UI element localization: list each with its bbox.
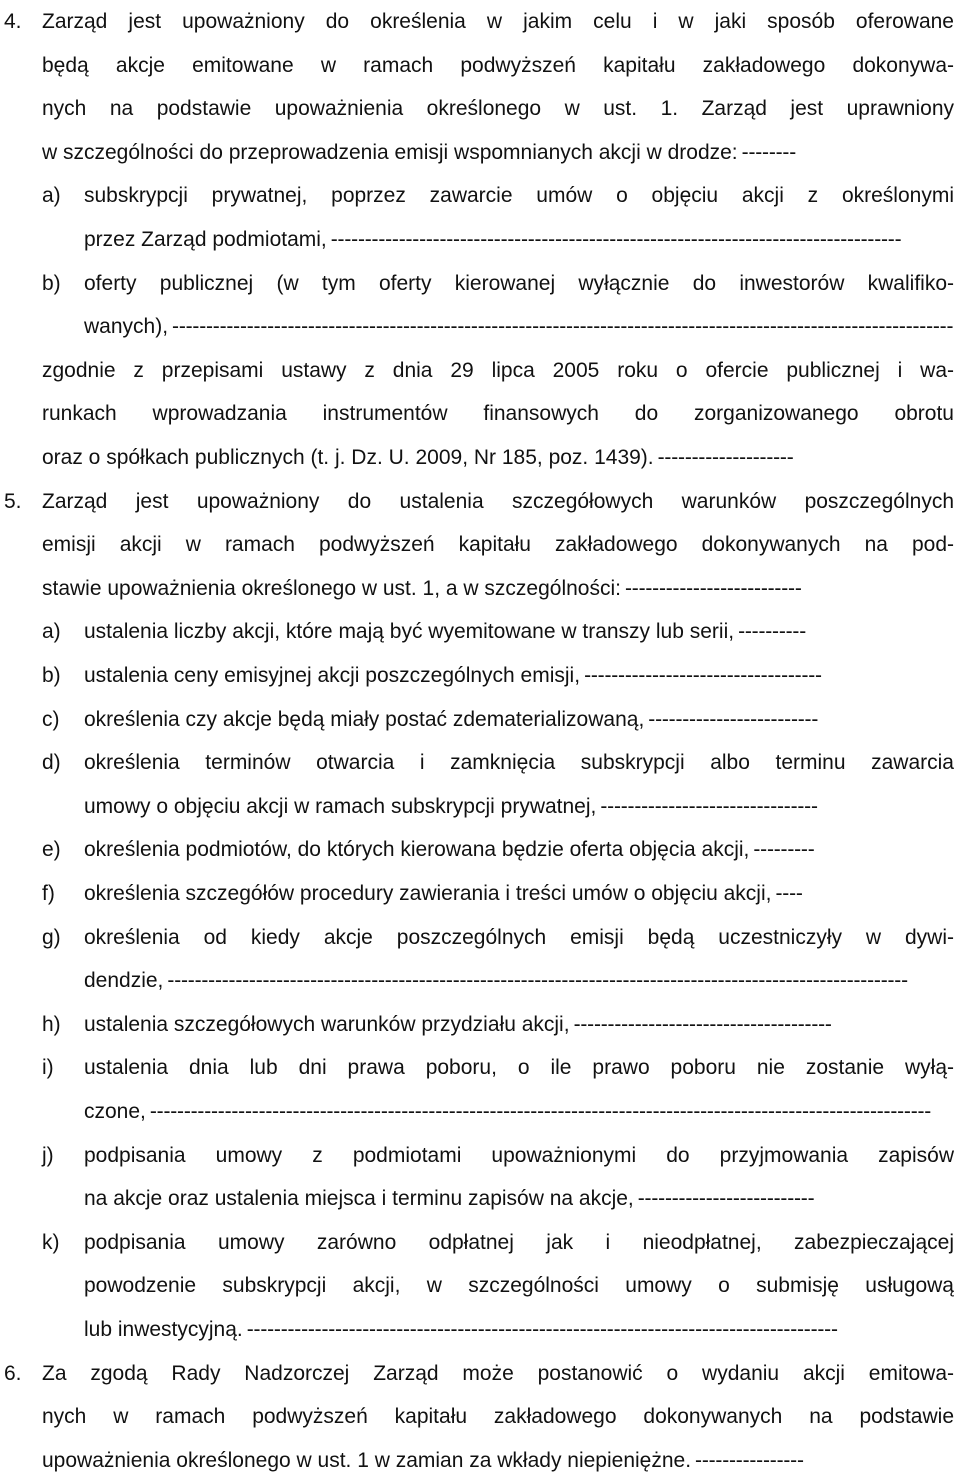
text-line bbox=[42, 131, 954, 175]
line-text: określenia podmiotów, do których kierowana będzie oferta objęcia akcji, bbox=[84, 838, 750, 862]
text-line bbox=[84, 872, 954, 916]
line-text: stawie upoważnienia określonego w ust. 1, a w szczególności: bbox=[42, 576, 621, 600]
dash-filler: ------------------------------------------------------------------------------------------------------------------- bbox=[149, 1100, 932, 1123]
text-line bbox=[42, 44, 954, 88]
line-text: emisji akcji w ramach podwyższeń kapitału zakładowego dokonywanych na pod- bbox=[42, 533, 954, 557]
line-text: nych w ramach podwyższeń kapitału zakładowego dokonywanych na podstawie bbox=[42, 1405, 954, 1429]
line-text: Za zgodą Rady Nadzorczej Zarząd może postanowić o wydaniu akcji emitowa- bbox=[42, 1361, 954, 1385]
list-marker: 6. bbox=[4, 1361, 22, 1385]
line-text: podpisania umowy z podmiotami upoważnionymi do przyjmowania zapisów bbox=[84, 1143, 954, 1167]
line-text: upoważnienia określonego w ust. 1 w zamian za wkłady niepieniężne. bbox=[42, 1448, 692, 1472]
list-marker: h) bbox=[42, 1012, 61, 1036]
list-marker: j) bbox=[42, 1143, 54, 1167]
line-text: dendzie, bbox=[84, 969, 164, 993]
text-line bbox=[84, 698, 954, 742]
list-marker: k) bbox=[42, 1230, 60, 1254]
text-line bbox=[84, 610, 954, 654]
text-line bbox=[42, 567, 954, 611]
text-line bbox=[84, 1003, 954, 1047]
text-line bbox=[84, 916, 954, 960]
list-marker: 5. bbox=[4, 489, 22, 513]
list-marker: 4. bbox=[4, 10, 22, 33]
line-text: powodzenie subskrypcji akcji, w szczególności umowy o submisję usługową bbox=[84, 1274, 954, 1298]
text-line bbox=[42, 349, 954, 393]
line-text: Zarząd jest upoważniony do ustalenia szczegółowych warunków poszczególnych bbox=[42, 489, 954, 513]
line-text: ustalenia ceny emisyjnej akcji poszczególnych emisji, bbox=[84, 664, 581, 687]
line-text: lub inwestycyjną. bbox=[84, 1318, 243, 1341]
line-text: w szczególności do przeprowadzenia emisji wspomnianych akcji w drodze: bbox=[42, 140, 738, 164]
dash-filler: -------- bbox=[741, 140, 797, 164]
list-marker: a) bbox=[42, 184, 61, 208]
line-text: podpisania umowy zarówno odpłatnej jak i nieodpłatnej, zabezpieczającej bbox=[84, 1230, 954, 1254]
line-text: nych na podstawie upoważnienia określonego w ust. 1. Zarząd jest uprawniony bbox=[42, 97, 954, 121]
text-line bbox=[84, 1046, 954, 1090]
line-text: zgodnie z przepisami ustawy z dnia 29 lipca 2005 roku o ofercie publicznej i wa- bbox=[42, 358, 954, 382]
text-line bbox=[84, 785, 954, 829]
text-line bbox=[42, 480, 954, 524]
text-line bbox=[84, 654, 954, 698]
text-line bbox=[84, 262, 954, 306]
line-text: oferty publicznej (w tym oferty kierowanej wyłącznie do inwestorów kwalifiko- bbox=[84, 271, 954, 295]
text-line bbox=[84, 1090, 954, 1134]
text-line bbox=[42, 392, 954, 436]
line-text: określenia terminów otwarcia i zamknięcia subskrypcji albo terminu zawarcia bbox=[84, 751, 954, 775]
dash-filler: ---------------- bbox=[695, 1448, 804, 1472]
dash-filler: ------------------------------------------------------------------------------------------------------------------- bbox=[172, 315, 954, 339]
text-line bbox=[84, 1221, 954, 1265]
text-line bbox=[42, 1352, 954, 1396]
list-marker: d) bbox=[42, 751, 61, 775]
line-text: czone, bbox=[84, 1100, 146, 1123]
line-text: ustalenia szczegółowych warunków przydziału akcji, bbox=[84, 1012, 570, 1036]
list-marker: f) bbox=[42, 882, 55, 905]
text-line bbox=[84, 1308, 954, 1352]
text-line bbox=[84, 959, 954, 1003]
line-text: na akcje oraz ustalenia miejsca i terminu zapisów na akcje, bbox=[84, 1187, 634, 1211]
text-line bbox=[84, 741, 954, 785]
line-text: określenia czy akcje będą miały postać zdematerializowaną, bbox=[84, 707, 645, 731]
text-line bbox=[42, 436, 954, 480]
line-text: umowy o objęciu akcji w ramach subskrypcji prywatnej, bbox=[84, 794, 597, 818]
text-line bbox=[42, 523, 954, 567]
line-text: ustalenia dnia lub dni prawa poboru, o ile prawo poboru nie zostanie wyłą- bbox=[84, 1056, 954, 1080]
text-line bbox=[84, 1264, 954, 1308]
list-marker: c) bbox=[42, 707, 60, 731]
text-line bbox=[42, 0, 954, 44]
line-text: wanych), bbox=[84, 315, 169, 339]
dash-filler: --------- bbox=[753, 838, 815, 862]
dash-filler: -------------------------------- bbox=[600, 794, 818, 818]
dash-filler: -------------------------- bbox=[637, 1187, 815, 1211]
text-line bbox=[84, 305, 954, 349]
text-line bbox=[42, 87, 954, 131]
dash-filler: ---- bbox=[775, 882, 803, 905]
list-marker: e) bbox=[42, 838, 61, 862]
dash-filler: -------------------------------------- bbox=[573, 1012, 832, 1036]
list-marker: a) bbox=[42, 620, 61, 644]
line-text: runkach wprowadzania instrumentów finansowych do zorganizowanego obrotu bbox=[42, 402, 954, 426]
line-text: oraz o spółkach publicznych (t. j. Dz. U. 2009, Nr 185, poz. 1439). bbox=[42, 446, 654, 469]
line-text: przez Zarząd podmiotami, bbox=[84, 228, 327, 251]
text-line bbox=[84, 1177, 954, 1221]
line-text: będą akcje emitowane w ramach podwyższeń kapitału zakładowego dokonywa- bbox=[42, 53, 954, 77]
text-line bbox=[84, 1134, 954, 1178]
text-line bbox=[84, 218, 954, 262]
line-text: określenia szczegółów procedury zawierania i treści umów o objęciu akcji, bbox=[84, 882, 772, 905]
dash-filler: ---------- bbox=[738, 620, 807, 644]
list-marker: b) bbox=[42, 271, 61, 295]
list-marker: i) bbox=[42, 1056, 54, 1080]
line-text: subskrypcji prywatnej, poprzez zawarcie umów o objęciu akcji z określonymi bbox=[84, 184, 954, 208]
dash-filler: ------------------------- bbox=[648, 707, 819, 731]
text-line bbox=[84, 174, 954, 218]
list-marker: b) bbox=[42, 664, 61, 687]
dash-filler: ----------------------------------- bbox=[584, 664, 822, 687]
list-marker: g) bbox=[42, 925, 61, 949]
dash-filler: -------------------------- bbox=[624, 576, 802, 600]
line-text: Zarząd jest upoważniony do określenia w jakim celu i w jaki sposób oferowane bbox=[42, 10, 954, 33]
line-text: określenia od kiedy akcje poszczególnych emisji będą uczestniczyły w dywi- bbox=[84, 925, 954, 949]
dash-filler: -------------------- bbox=[657, 446, 794, 469]
text-line bbox=[42, 1439, 954, 1483]
dash-filler: ------------------------------------------------------------------------------------ bbox=[330, 228, 902, 251]
line-text: ustalenia liczby akcji, które mają być wyemitowane w transzy lub serii, bbox=[84, 620, 735, 644]
dash-filler: --------------------------------------------------------------------------------------- bbox=[246, 1318, 838, 1341]
text-line bbox=[84, 828, 954, 872]
dash-filler: ------------------------------------------------------------------------------------------------------------- bbox=[167, 969, 908, 993]
text-line bbox=[42, 1395, 954, 1439]
